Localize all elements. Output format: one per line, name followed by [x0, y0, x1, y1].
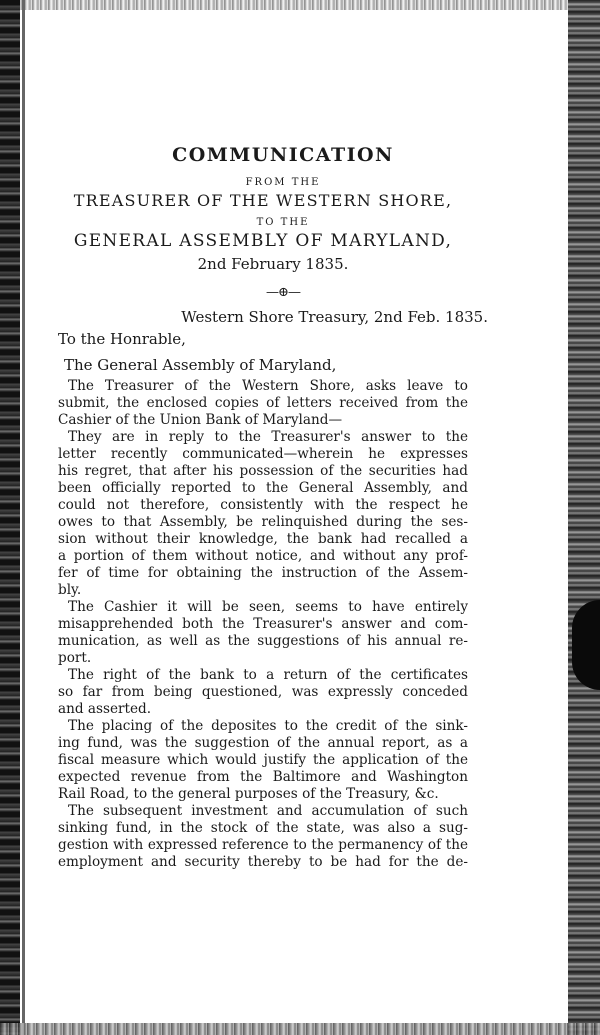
scan-edge-bottom	[0, 1023, 600, 1035]
text-line: gestion with expressed reference to the permanency of the	[58, 837, 468, 854]
text-line: ing fund, was the suggestion of the annual report, as a	[58, 735, 468, 752]
header-to-the: TO THE	[256, 216, 310, 228]
text-line: bly.	[58, 582, 82, 599]
text-line: munication, as well as the suggestions of his annual re-	[58, 633, 468, 650]
text-line: The right of the bank to a return of the certificates	[68, 667, 468, 684]
text-line: sinking fund, in the stock of the state, was also a sug-	[58, 820, 468, 837]
scan-edge-left	[0, 0, 20, 1035]
text-line: The subsequent investment and accumulation of such	[68, 803, 468, 820]
text-line: submit, the enclosed copies of letters received from the	[58, 395, 468, 412]
text-line: fiscal measure which would justify the application of the	[58, 752, 468, 769]
document-page	[58, 144, 488, 871]
scan-edge-right-blob	[572, 600, 600, 690]
ornament-divider: —⊕—	[266, 285, 300, 301]
text-line: The Cashier it will be seen, seems to have entirely	[68, 599, 468, 616]
text-line: They are in reply to the Treasurer's answer to the	[68, 429, 468, 446]
text-line: The Treasurer of the Western Shore, asks leave to	[68, 378, 468, 395]
text-line: letter recently communicated—wherein he expresses	[58, 446, 468, 463]
text-line: been officially reported to the General Assembly, and	[58, 480, 468, 497]
text-line: fer of time for obtaining the instruction of the Assem-	[58, 565, 468, 582]
text-line: sion without their knowledge, the bank had recalled a	[58, 531, 468, 548]
text-line: misapprehended both the Treasurer's answer and com-	[58, 616, 468, 633]
text-line: employment and security thereby to be had for the de-	[58, 854, 468, 871]
text-line: port.	[58, 650, 92, 667]
scan-edge-top	[0, 0, 600, 10]
scan-edge-right	[568, 0, 600, 1035]
text-line: The placing of the deposites to the credit of the sink-	[68, 718, 468, 735]
scan-edge-left-line	[22, 0, 25, 1035]
letter-dateline: Western Shore Treasury, 2nd Feb. 1835.	[181, 308, 488, 327]
salutation-line2: The General Assembly of Maryland,	[64, 356, 337, 375]
document-header	[58, 145, 468, 273]
header-from-the: FROM THE	[245, 176, 321, 188]
header-communication: COMMUNICATION	[172, 144, 394, 166]
header-treasurer: TREASURER OF THE WESTERN SHORE,	[73, 191, 453, 211]
letter-body	[58, 378, 468, 871]
header-assembly: GENERAL ASSEMBLY OF MARYLAND,	[73, 231, 453, 252]
text-line: a portion of them without notice, and without any prof-	[58, 548, 468, 565]
text-line: expected revenue from the Baltimore and Washington	[58, 769, 468, 786]
text-line: so far from being questioned, was expressly conceded	[58, 684, 468, 701]
text-line: could not therefore, consistently with the respect he	[58, 497, 468, 514]
text-line: Cashier of the Union Bank of Maryland—	[58, 412, 343, 429]
text-line: Rail Road, to the general purposes of the Treasury, &c.	[58, 786, 439, 803]
text-line: his regret, that after his possession of the securities had	[58, 463, 468, 480]
text-line: and asserted.	[58, 701, 152, 718]
text-line: owes to that Assembly, be relinquished during the ses-	[58, 514, 468, 531]
header-date: 2nd February 1835.	[197, 254, 349, 273]
salutation-line1: To the Honrable,	[58, 330, 186, 349]
